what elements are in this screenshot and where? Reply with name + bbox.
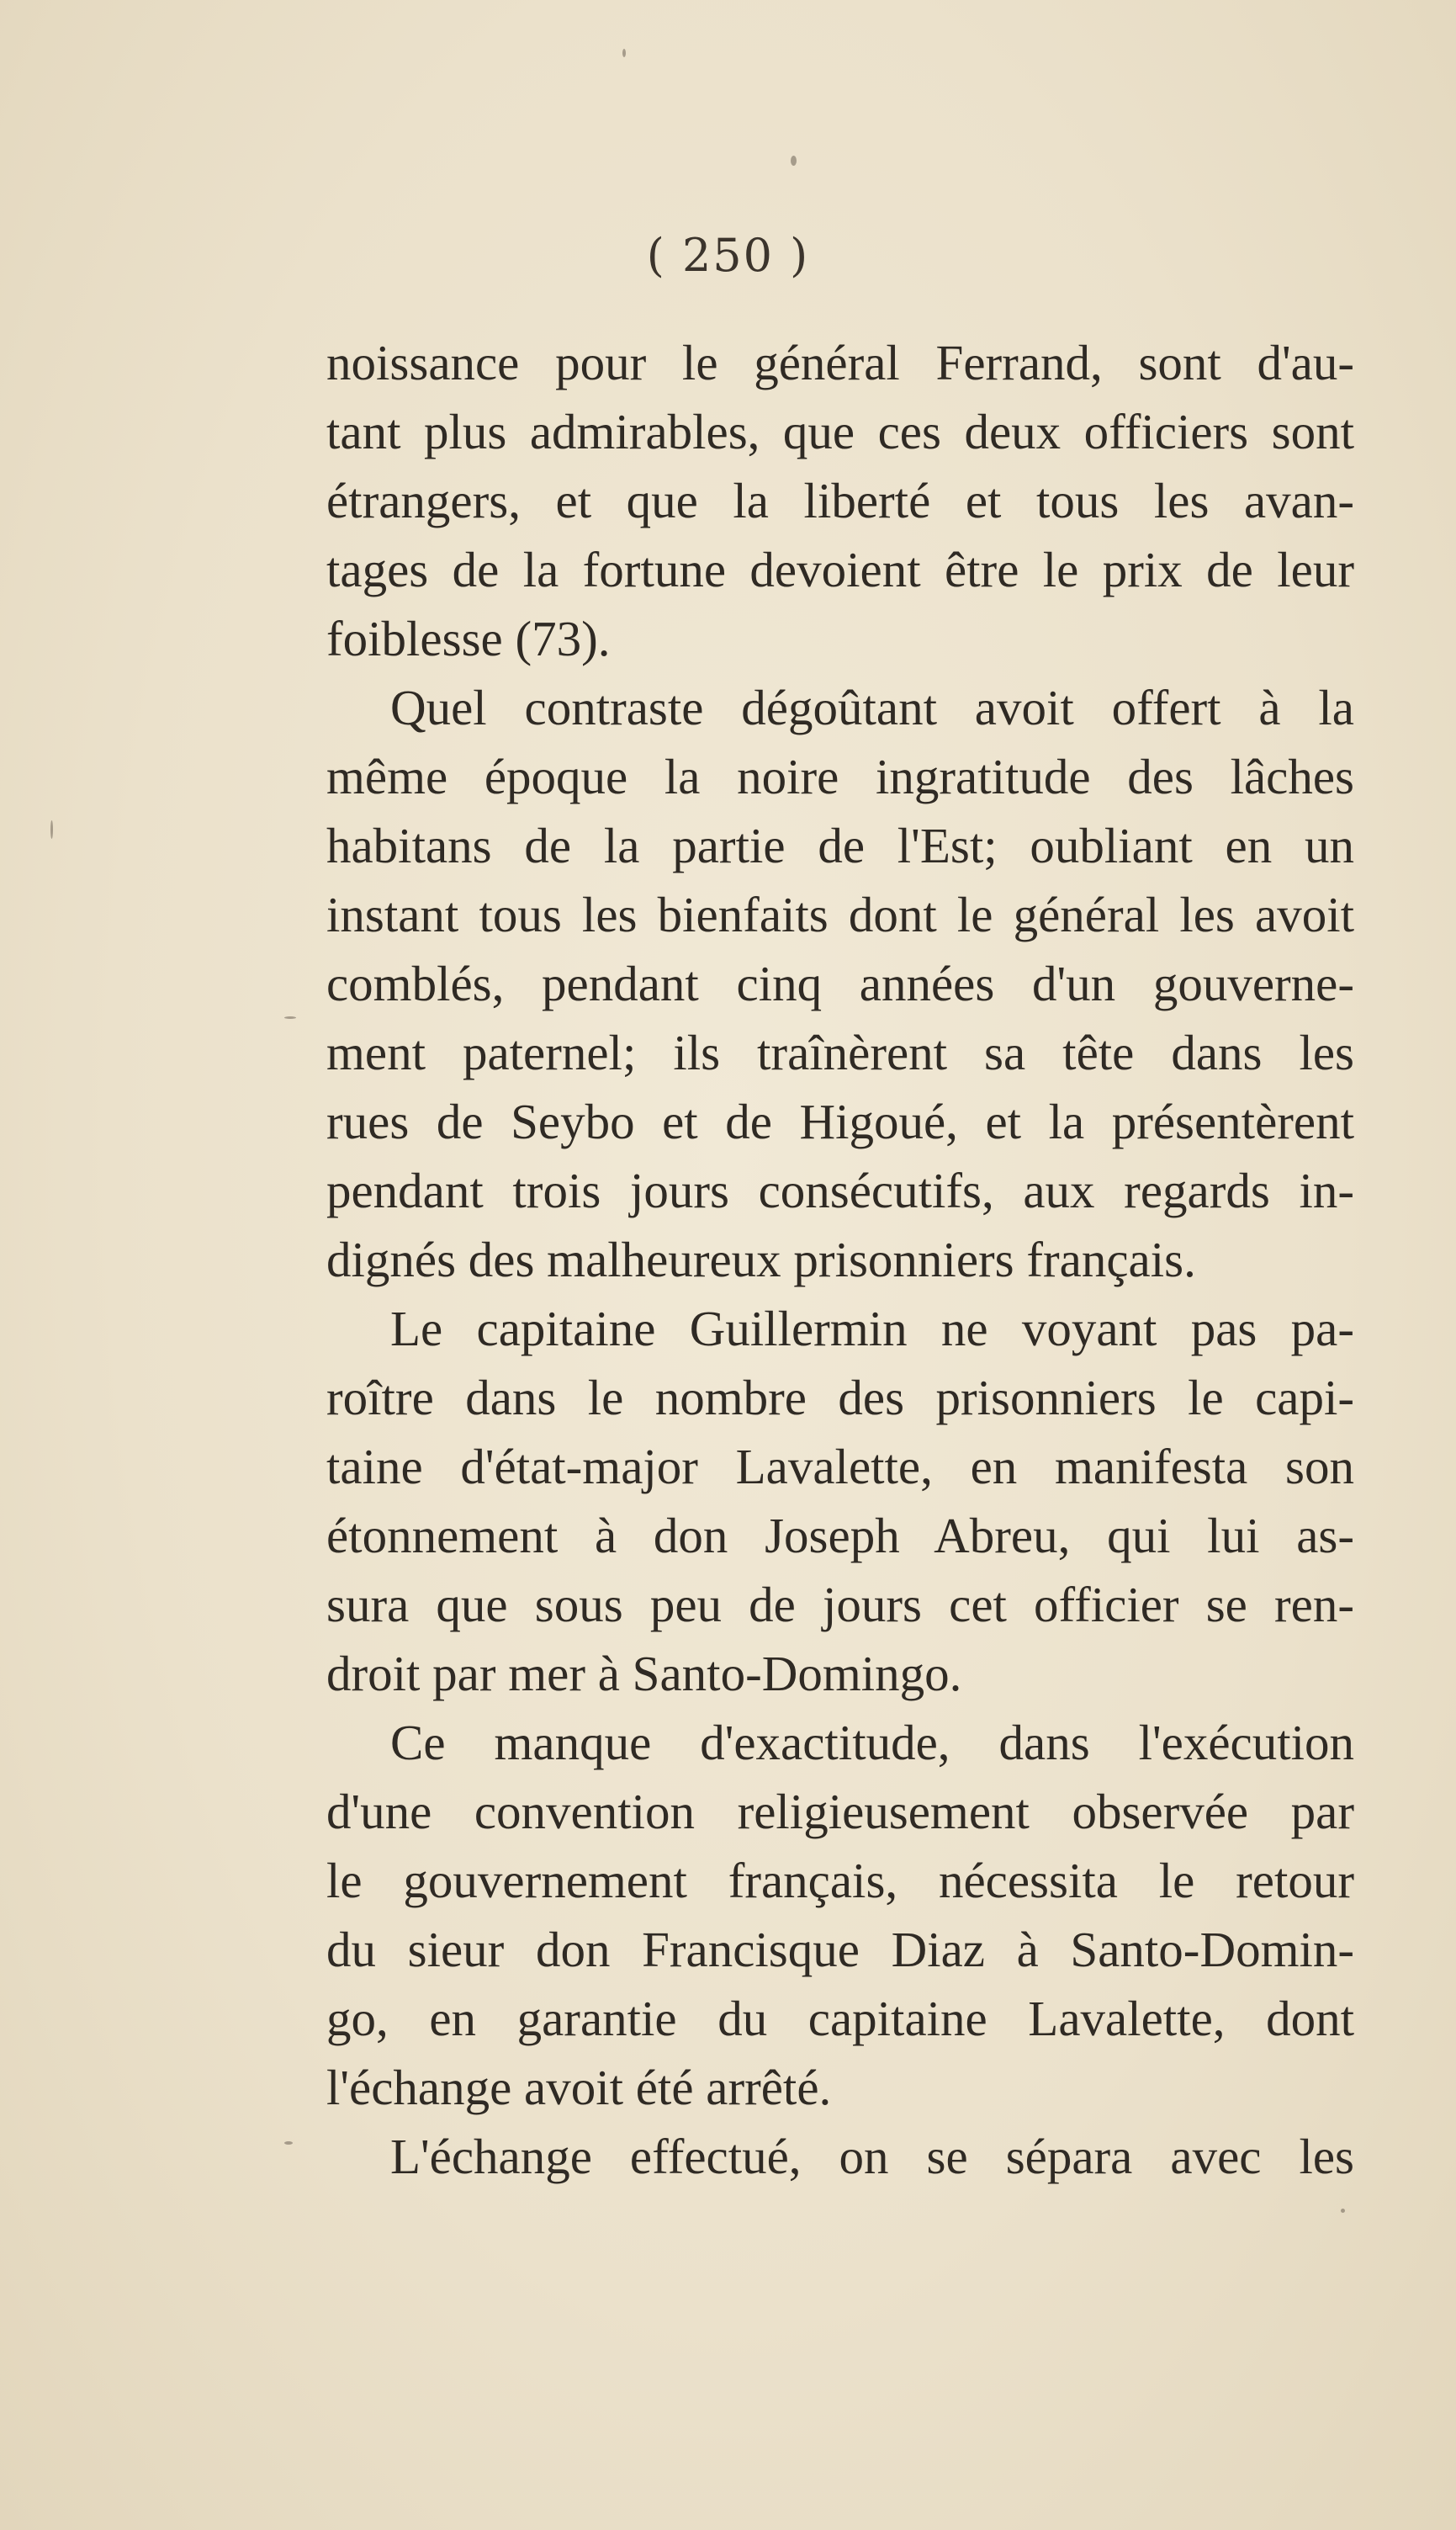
text-line: sura que sous peu de jours cet officier se ren-	[326, 1577, 1354, 1632]
paper-speck	[284, 2141, 293, 2145]
text-line: même époque la noire ingratitude des lâches	[326, 749, 1354, 804]
text-line: comblés, pendant cinq années d'un gouverne-	[326, 956, 1354, 1011]
text-line: foiblesse (73).	[326, 611, 611, 666]
text-line: instant tous les bienfaits dont le général les avoit	[326, 887, 1354, 942]
text-line: étonnement à don Joseph Abreu, qui lui as-	[326, 1508, 1354, 1563]
text-line: pendant trois jours consécutifs, aux regards in-	[326, 1163, 1354, 1218]
text-line: rues de Seybo et de Higoué, et la présentèrent	[326, 1094, 1354, 1149]
paper-speck	[622, 49, 626, 57]
text-line: du sieur don Francisque Diaz à Santo-Domin-	[326, 1922, 1354, 1977]
text-line: d'une convention religieusement observée par	[326, 1784, 1354, 1839]
text-line: l'échange avoit été arrêté.	[326, 2060, 832, 2115]
text-line: habitans de la partie de l'Est; oubliant en un	[326, 818, 1354, 873]
text-line: Quel contraste dégoûtant avoit offert à la	[390, 680, 1354, 735]
text-line: ment paternel; ils traînèrent sa tête dans les	[326, 1025, 1354, 1080]
text-line: taine d'état-major Lavalette, en manifesta son	[326, 1439, 1354, 1494]
paper-speck	[1341, 2209, 1345, 2213]
text-line: tant plus admirables, que ces deux officiers sont	[326, 404, 1354, 459]
text-line: Le capitaine Guillermin ne voyant pas pa-	[390, 1301, 1354, 1356]
text-line: dignés des malheureux prisonniers français.	[326, 1232, 1196, 1287]
paper-speck	[50, 820, 53, 839]
text-line: tages de la fortune devoient être le prix de leur	[326, 542, 1354, 597]
page-number: ( 250 )	[646, 229, 810, 282]
text-line: Ce manque d'exactitude, dans l'exécution	[390, 1715, 1354, 1770]
paper-speck	[791, 156, 797, 166]
paper-speck	[284, 1016, 296, 1019]
text-line: droit par mer à Santo-Domingo.	[326, 1646, 962, 1701]
body-text	[326, 328, 1354, 2191]
text-line: noissance pour le général Ferrand, sont d'au-	[326, 335, 1354, 390]
text-line: roître dans le nombre des prisonniers le capi-	[326, 1370, 1354, 1425]
text-line: L'échange effectué, on se sépara avec les	[390, 2129, 1354, 2184]
text-line: étrangers, et que la liberté et tous les avan-	[326, 473, 1354, 528]
text-line: le gouvernement français, nécessita le retour	[326, 1853, 1354, 1908]
text-line: go, en garantie du capitaine Lavalette, dont	[326, 1991, 1354, 2046]
